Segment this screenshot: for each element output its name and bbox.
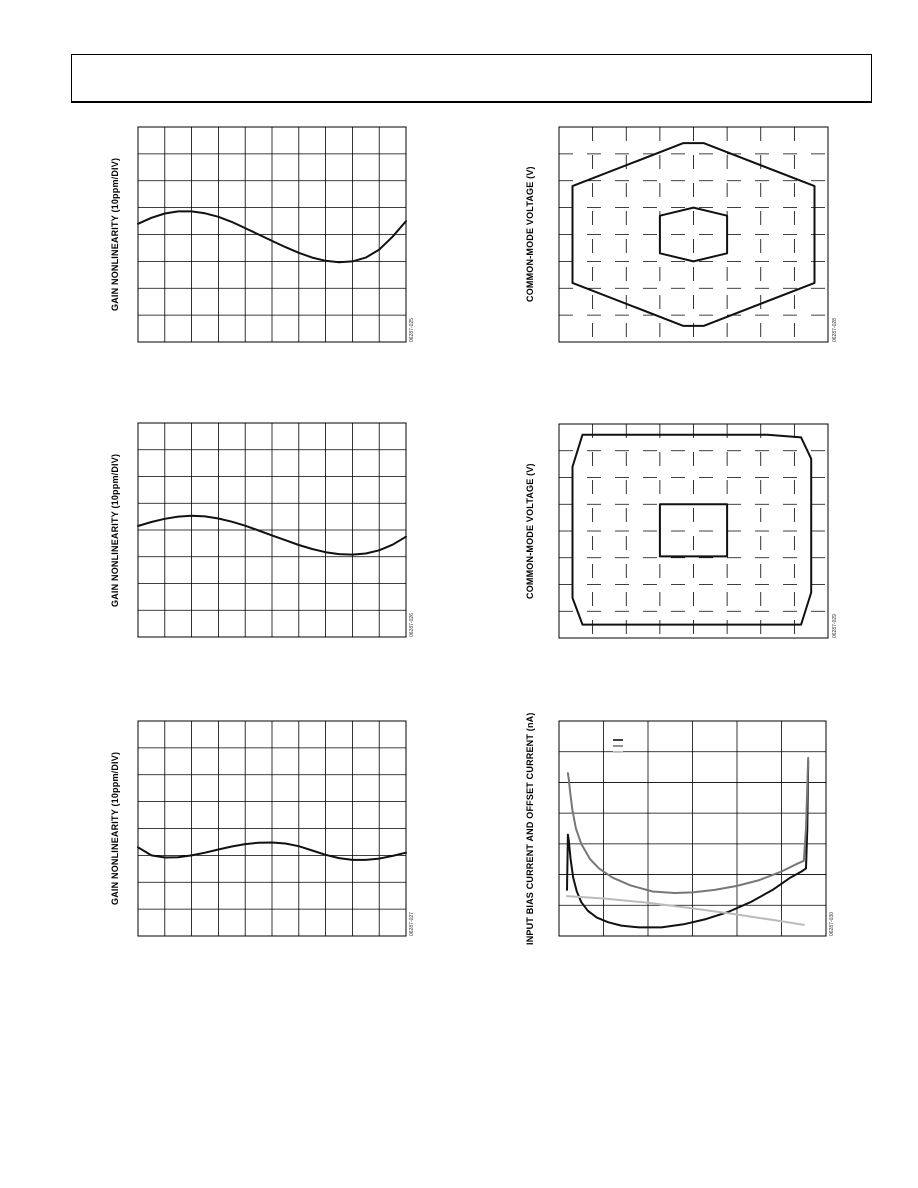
figure-code: 06287-030	[829, 912, 835, 936]
figure-code: 06287-029	[832, 614, 838, 638]
y-axis-label: GAIN NONLINEARITY (10ppm/DIV)	[110, 157, 120, 312]
y-axis-label: INPUT BIAS CURRENT AND OFFSET CURRENT (nA)	[525, 712, 535, 945]
y-axis-label: COMMON-MODE VOLTAGE (V)	[525, 463, 535, 599]
figure-code: 06287-025	[409, 318, 415, 342]
series-line-fig30-1	[568, 758, 808, 893]
y-axis-label: COMMON-MODE VOLTAGE (V)	[525, 166, 535, 303]
figure-code: 06287-027	[409, 912, 415, 936]
y-axis-label: GAIN NONLINEARITY (10ppm/DIV)	[110, 751, 120, 906]
figure-code: 06287-028	[832, 318, 838, 342]
figure-code: 06287-026	[409, 613, 415, 637]
y-axis-label: GAIN NONLINEARITY (10ppm/DIV)	[110, 453, 120, 607]
